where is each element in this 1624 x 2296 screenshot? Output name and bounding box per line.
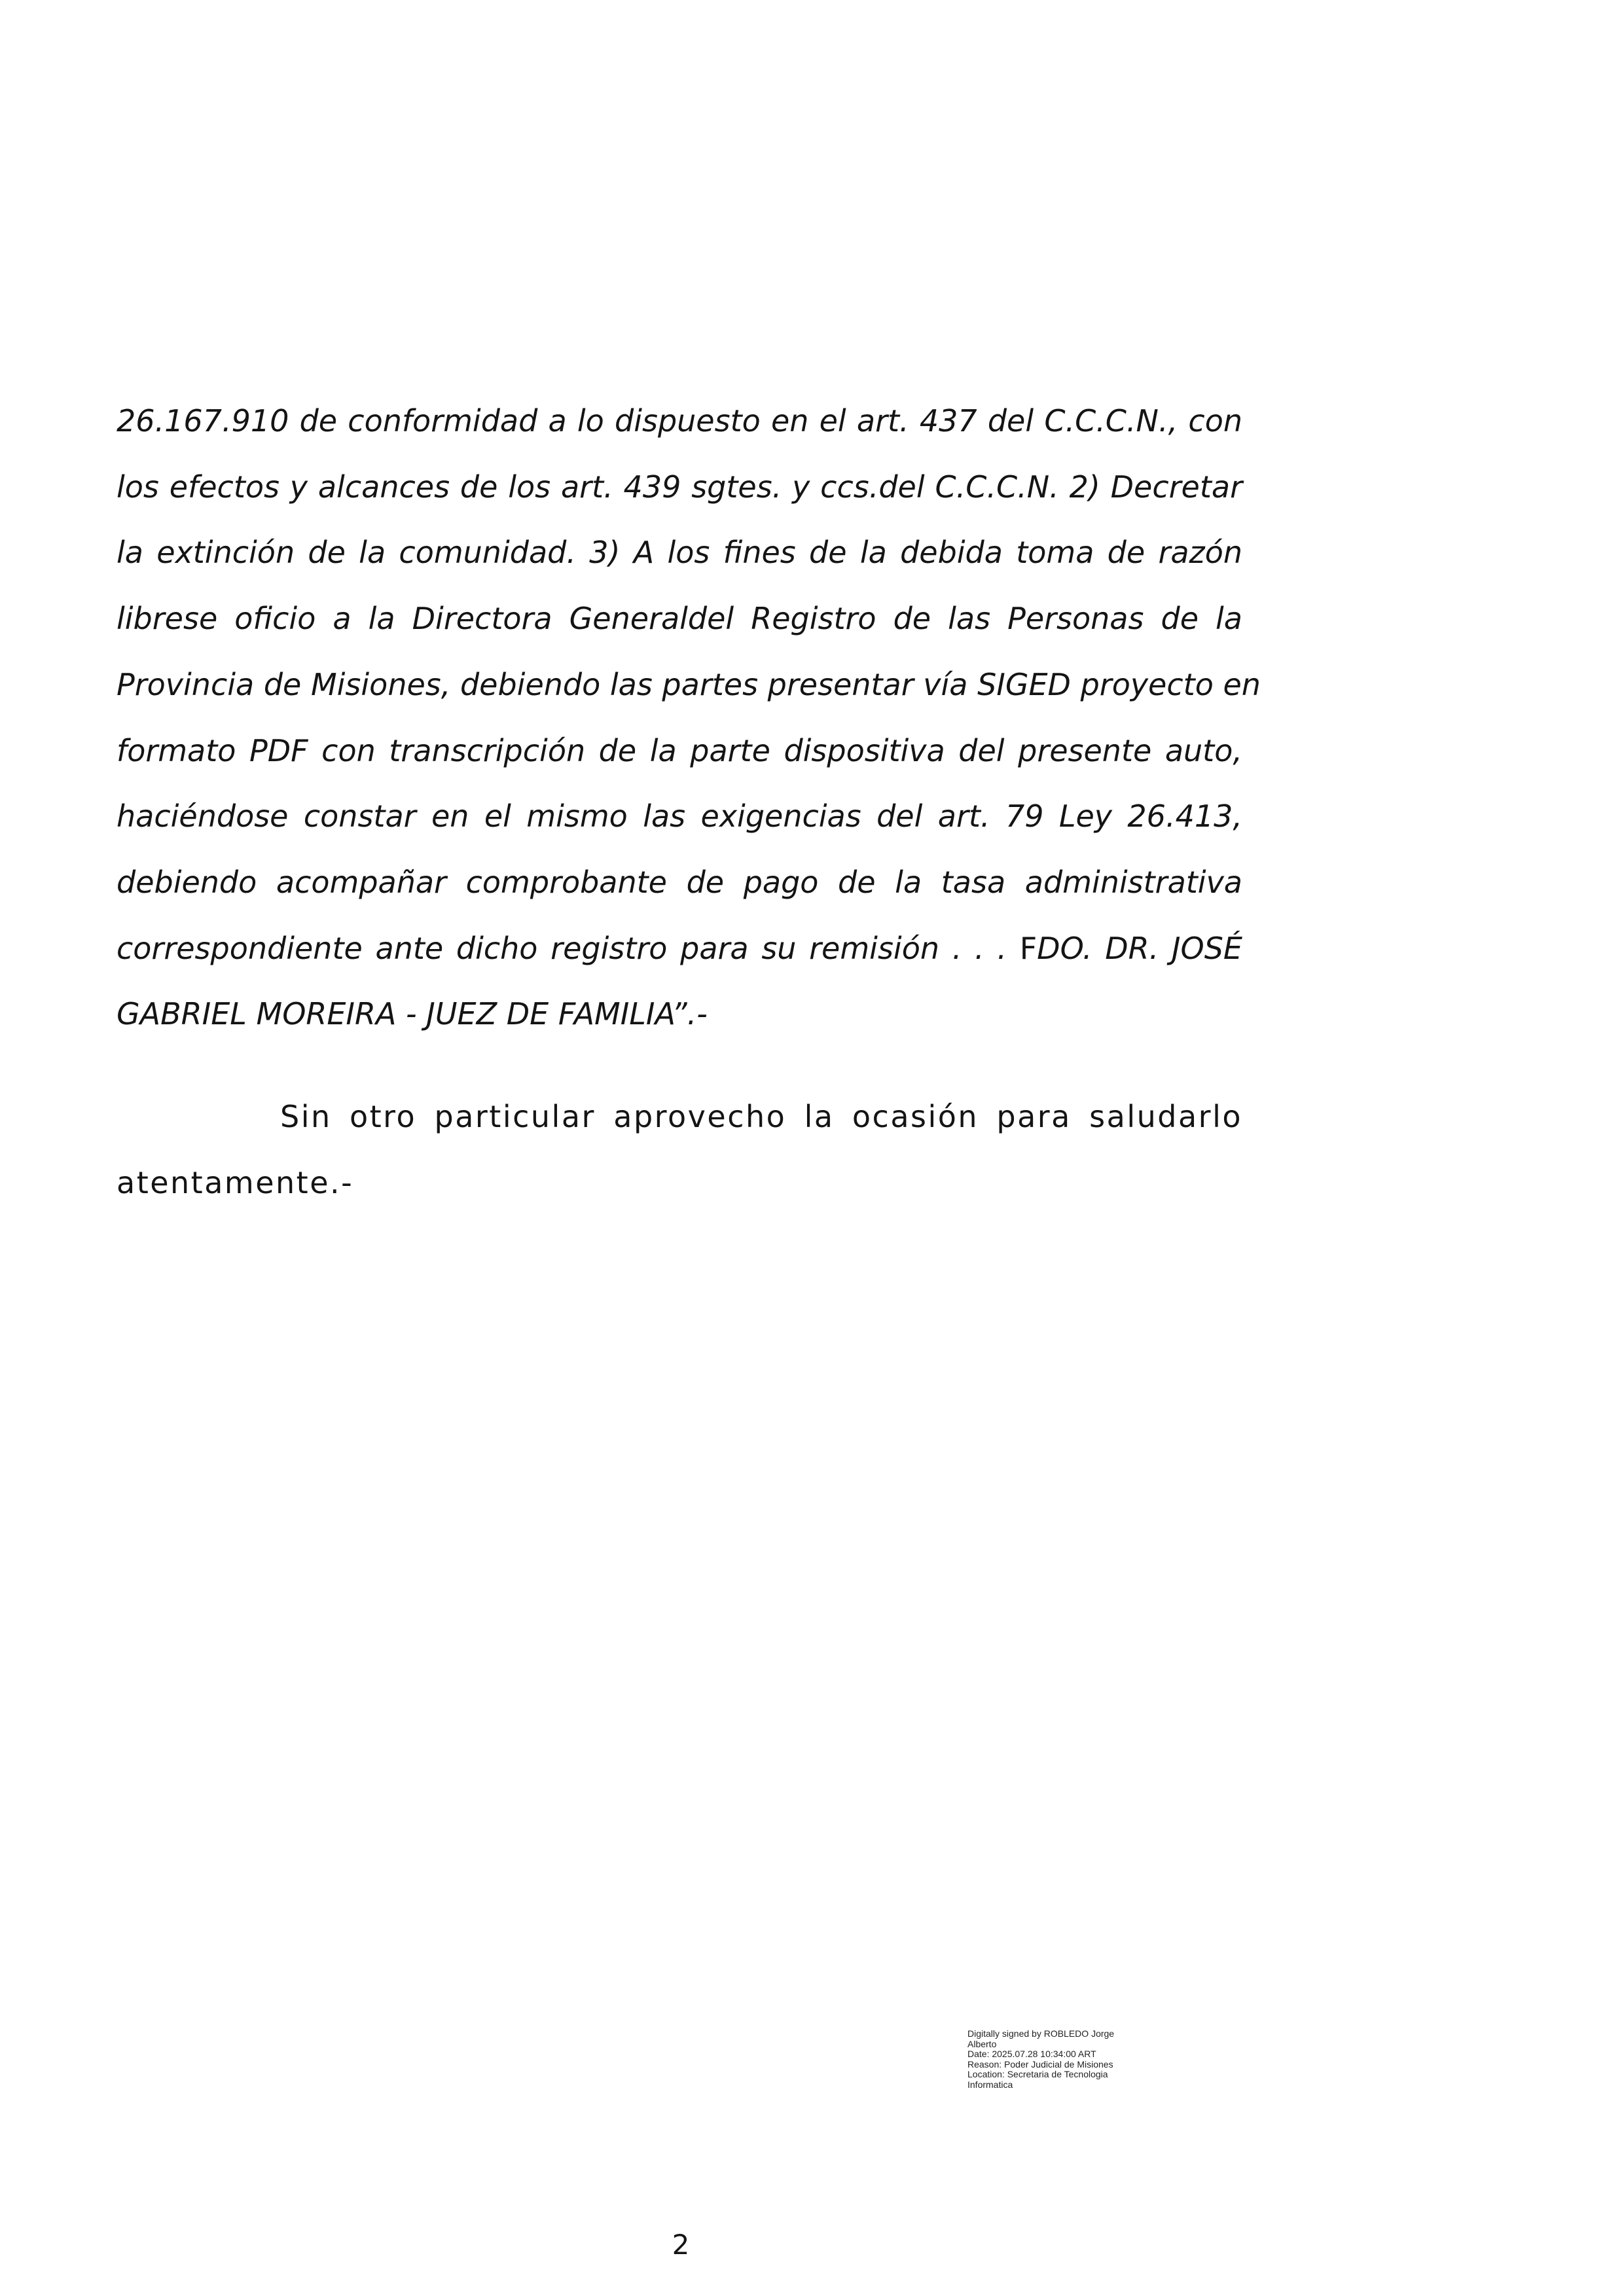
- body-line: haciéndose constar en el mismo las exigencias del art. 79 Ley 26.413,: [117, 798, 1242, 834]
- body-line: formato PDF con transcripción de la parte dispositiva del presente auto,: [117, 733, 1242, 768]
- signature-line: Digitally signed by ROBLEDO Jorge: [967, 2028, 1115, 2039]
- body-line-text: correspondiente ante dicho registro para su remisión . . .: [117, 931, 1020, 966]
- signature-line: Date: 2025.07.28 10:34:00 ART: [967, 2049, 1096, 2059]
- upright-letter: F: [1019, 931, 1038, 966]
- body-line: 26.167.910 de conformidad a lo dispuesto en el art. 437 del C.C.C.N., con: [117, 403, 1242, 439]
- signature-line: Reason: Poder Judicial de Misiones: [967, 2058, 1113, 2070]
- body-line: los efectos y alcances de los art. 439 sgtes. y ccs.del C.C.C.N. 2) Decretar: [117, 469, 1242, 505]
- body-line: librese oficio a la Directora Generaldel Registro de las Personas de la: [117, 601, 1242, 636]
- page-number: 2: [672, 2229, 690, 2261]
- closing-line-last: atentamente.-: [117, 1165, 354, 1200]
- body-line-text: DO. DR. JOSÉ: [1037, 931, 1242, 966]
- body-line: la extinción de la comunidad. 3) A los fines de la debida toma de razón: [117, 535, 1242, 570]
- signature-line: Alberto: [967, 2038, 997, 2049]
- body-line: debiendo acompañar comprobante de pago de la tasa administrativa: [117, 865, 1242, 900]
- signature-line: Informatica: [967, 2079, 1013, 2090]
- digital-signature-stamp: [967, 2029, 1164, 2090]
- body-line-signatory: [117, 929, 1242, 968]
- closing-line: Sin otro particular aprovecho la ocasión para saludarlo: [280, 1099, 1242, 1134]
- body-line-last: GABRIEL MOREIRA - JUEZ DE FAMILIA”.-: [117, 996, 708, 1031]
- body-line: Provincia de Misiones, debiendo las partes presentar vía SIGED proyecto en: [117, 667, 1261, 702]
- signature-line: Location: Secretaria de Tecnologia: [967, 2069, 1108, 2079]
